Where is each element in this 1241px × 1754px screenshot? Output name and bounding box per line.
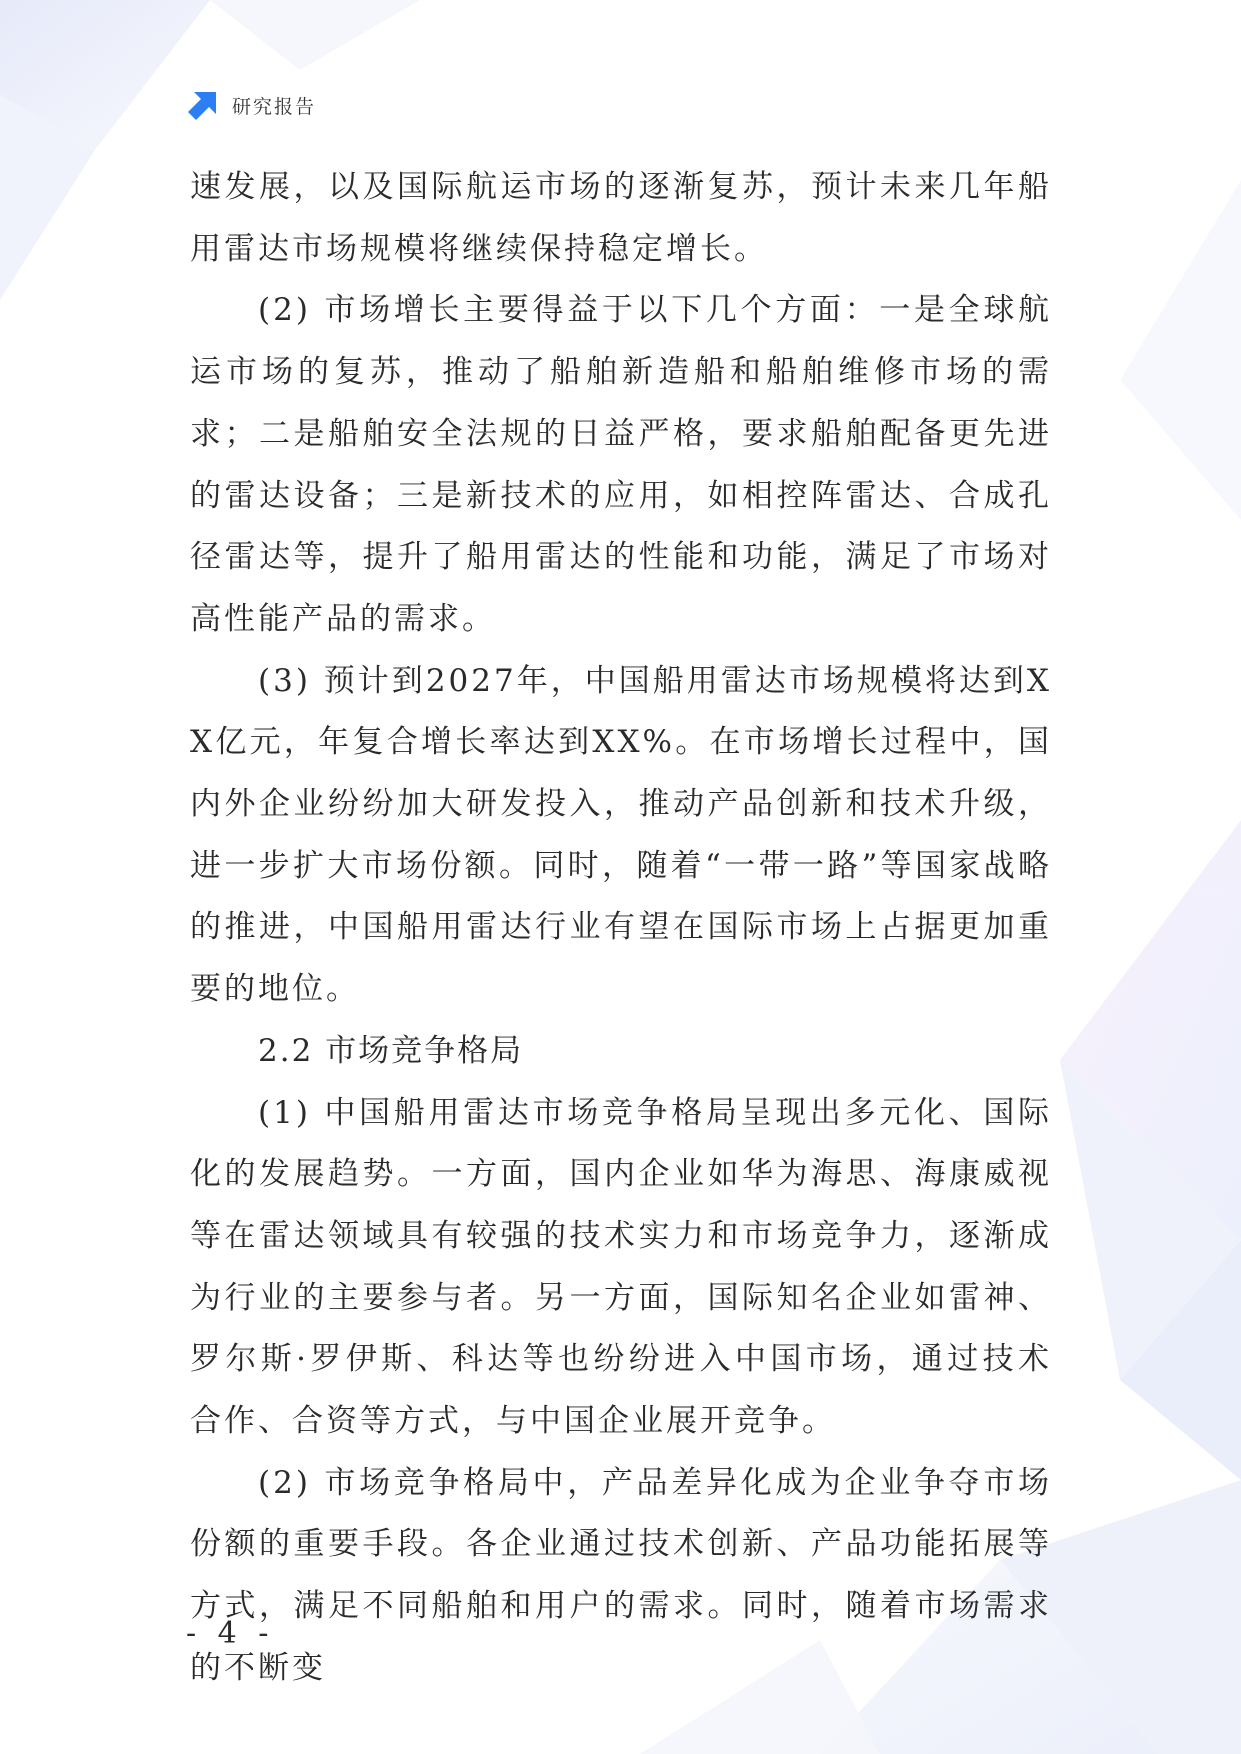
arrow-up-right-icon (186, 88, 220, 122)
section-heading: 2.2 市场竞争格局 (258, 1032, 524, 1069)
report-header (186, 88, 316, 122)
paragraph-competition-2: (2) 市场竞争格局中，产品差异化成为企业争夺市场份额的重要手段。各企业通过技术创新、产品功能拓展等方式，满足不同船舶和用户的需求。同时，随着市场需求的不断变 (190, 1464, 1052, 1686)
document-body (190, 157, 1052, 1700)
page-number: - 4 - (186, 1616, 275, 1651)
header-title: 研究报告 (232, 95, 317, 118)
paragraph-competition-1: (1) 中国船用雷达市场竞争格局呈现出多元化、国际化的发展趋势。一方面，国内企业如华为海思、海康威视等在雷达领域具有较强的技术实力和市场竞争力，逐渐成为行业的主要参与者。另一方面，国际知名企业如雷神、罗尔斯·罗伊斯、科达等也纷纷进入中国市场，通过技术合作、合资等方式，与中国企业展开竞争。 (190, 1094, 1052, 1440)
paragraph-continued: 速发展，以及国际航运市场的逐渐复苏，预计未来几年船用雷达市场规模将继续保持稳定增长。 (190, 169, 1052, 267)
paragraph-market-growth-2: (2) 市场增长主要得益于以下几个方面：一是全球航运市场的复苏，推动了船舶新造船和船舶维修市场的需求；二是船舶安全法规的日益严格，要求船舶配备更先进的雷达设备；三是新技术的应用，如相控阵雷达、合成孔径雷达等，提升了船用雷达的性能和功能，满足了市场对高性能产品的需求。 (190, 292, 1052, 637)
paragraph-market-forecast-3: (3) 预计到2027年，中国船用雷达市场规模将达到XX亿元，年复合增长率达到XX%。在市场增长过程中，国内外企业纷纷加大研发投入，推动产品创新和技术升级，进一步扩大市场份额。同时，随着“一带一路”等国家战略的推进，中国船用雷达行业有望在国际市场上占据更加重要的地位。 (190, 662, 1052, 1008)
